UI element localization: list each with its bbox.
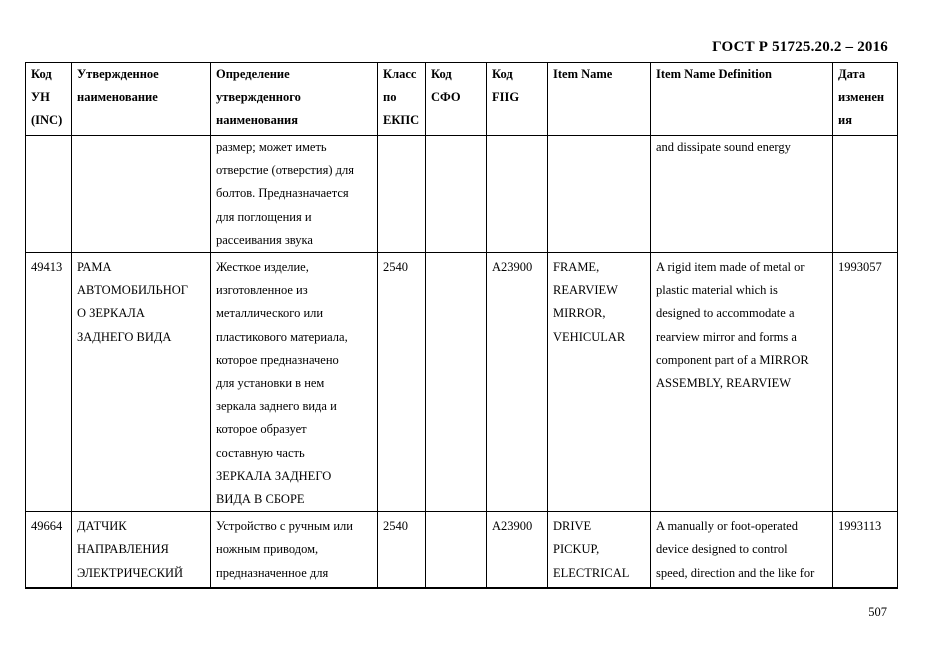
- class-cell: [378, 136, 426, 253]
- class-cell: 2540: [378, 512, 426, 589]
- column-header-sfo: Код СФО: [426, 63, 487, 136]
- approved-name-cell: ДАТЧИК НАПРАВЛЕНИЯ ЭЛЕКТРИЧЕСКИЙ: [72, 512, 211, 589]
- column-header-definition: Определение утвержденного наименования: [211, 63, 378, 136]
- item-name-cell: [548, 136, 651, 253]
- inc-cell: [26, 136, 72, 253]
- item-name-cell: DRIVE PICKUP, ELECTRICAL: [548, 512, 651, 589]
- column-header-item-name-definition: Item Name Definition: [651, 63, 833, 136]
- item-name-definition-cell: A rigid item made of metal or plastic material which is designed to accommodate a rearview mirror and forms a component part of a MIRROR ASSEMBLY, REARVIEW: [651, 253, 833, 512]
- definition-cell: Жесткое изделие, изготовленное из металлического или пластикового материала, которое предназначено для установки в нем зеркала заднего вида и которое образует составную часть ЗЕРКАЛА ЗАДНЕГО ВИДА В СБОРЕ: [211, 253, 378, 512]
- sfo-cell: [426, 136, 487, 253]
- column-header-class: Класс по ЕКПС: [378, 63, 426, 136]
- document-standard-number: ГОСТ Р 51725.20.2 – 2016: [712, 39, 888, 55]
- change-date-cell: 1993057: [833, 253, 898, 512]
- fiig-cell: A23900: [487, 253, 548, 512]
- sfo-cell: [426, 512, 487, 589]
- definition-cell: Устройство с ручным или ножным приводом, предназначенное для: [211, 512, 378, 589]
- fiig-cell: A23900: [487, 512, 548, 589]
- column-header-change-date: Дата изменен ия: [833, 63, 898, 136]
- column-header-fiig: Код FIIG: [487, 63, 548, 136]
- page-number: 507: [868, 605, 887, 619]
- approved-name-cell: [72, 136, 211, 253]
- column-header-item-name: Item Name: [548, 63, 651, 136]
- inc-cell: 49413: [26, 253, 72, 512]
- fiig-cell: [487, 136, 548, 253]
- table-row: [26, 136, 898, 253]
- sfo-cell: [426, 253, 487, 512]
- column-header-approved-name: Утвержденное наименование: [72, 63, 211, 136]
- item-name-definition-cell: A manually or foot-operated device designed to control speed, direction and the like for: [651, 512, 833, 589]
- inc-cell: 49664: [26, 512, 72, 589]
- change-date-cell: 1993113: [833, 512, 898, 589]
- class-cell: 2540: [378, 253, 426, 512]
- item-name-definition-cell: and dissipate sound energy: [651, 136, 833, 253]
- item-name-table: [25, 62, 898, 589]
- table-header-row: [26, 63, 898, 136]
- table-row: [26, 253, 898, 512]
- column-header-inc: Код УН (INC): [26, 63, 72, 136]
- definition-cell: размер; может иметь отверстие (отверстия) для болтов. Предназначается для поглощения и рассеивания звука: [211, 136, 378, 253]
- table-row: [26, 512, 898, 589]
- approved-name-cell: РАМА АВТОМОБИЛЬНОГ О ЗЕРКАЛА ЗАДНЕГО ВИДА: [72, 253, 211, 512]
- change-date-cell: [833, 136, 898, 253]
- item-name-cell: FRAME, REARVIEW MIRROR, VEHICULAR: [548, 253, 651, 512]
